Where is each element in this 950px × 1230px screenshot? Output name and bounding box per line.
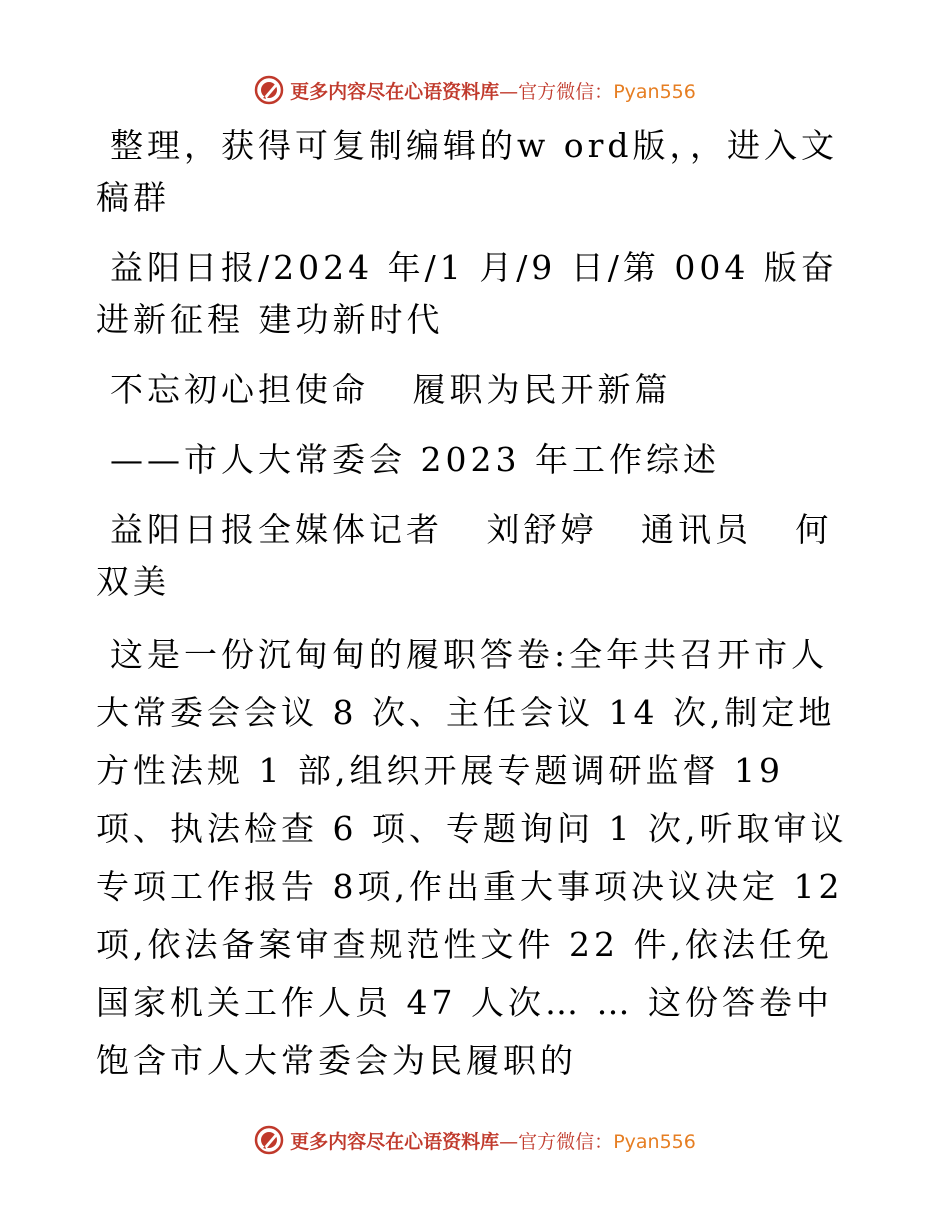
notice-text: 整理，获得可复制编辑的w ord版，，进入文稿群 <box>96 126 839 217</box>
header-banner-text <box>290 77 696 104</box>
header-wechat-handle: Pyan556 <box>613 80 696 103</box>
header-banner <box>0 70 950 110</box>
pen-logo-icon <box>254 1125 284 1155</box>
source-line: 益阳日报/2024 年/1 月/9 日/第 004 版奋进新征程 建功新时代 <box>96 248 838 339</box>
header-dash: — <box>499 80 519 103</box>
footer-banner-text <box>290 1127 696 1154</box>
footer-banner <box>0 1120 950 1160</box>
subheadline: ——市人大常委会 2023 年工作综述 <box>110 440 720 479</box>
pen-logo-icon <box>254 75 284 105</box>
footer-wechat-label: 官方微信： <box>518 1130 614 1153</box>
document-body <box>96 120 856 1108</box>
footer-wechat-handle: Pyan556 <box>613 1130 696 1153</box>
body-paragraph: 这是一份沉甸甸的履职答卷:全年共召开市人大常委会会议 8 次、主任会议 14 次,制定地方性法规 1 部,组织开展专题调研监督 19 项、执法检查 6 项、专题询问 1 次,听取审议专项工作报告 8项,作出重大事项决议决定 12 项,依法备案审查规范性文件 22 件,依法任免国家机关工作人员 47 人次… … 这份答卷中饱含市人大常委会为民履职的 <box>96 635 858 1080</box>
header-wechat-label: 官方微信： <box>518 80 614 103</box>
byline: 益阳日报全媒体记者 刘舒婷 通讯员 何双美 <box>96 510 833 601</box>
footer-dash: — <box>499 1130 519 1153</box>
header-brand-text: 更多内容尽在心语资料库 <box>290 80 500 103</box>
headline: 不忘初心担使命 履职为民开新篇 <box>110 370 672 409</box>
footer-brand-text: 更多内容尽在心语资料库 <box>290 1130 500 1153</box>
